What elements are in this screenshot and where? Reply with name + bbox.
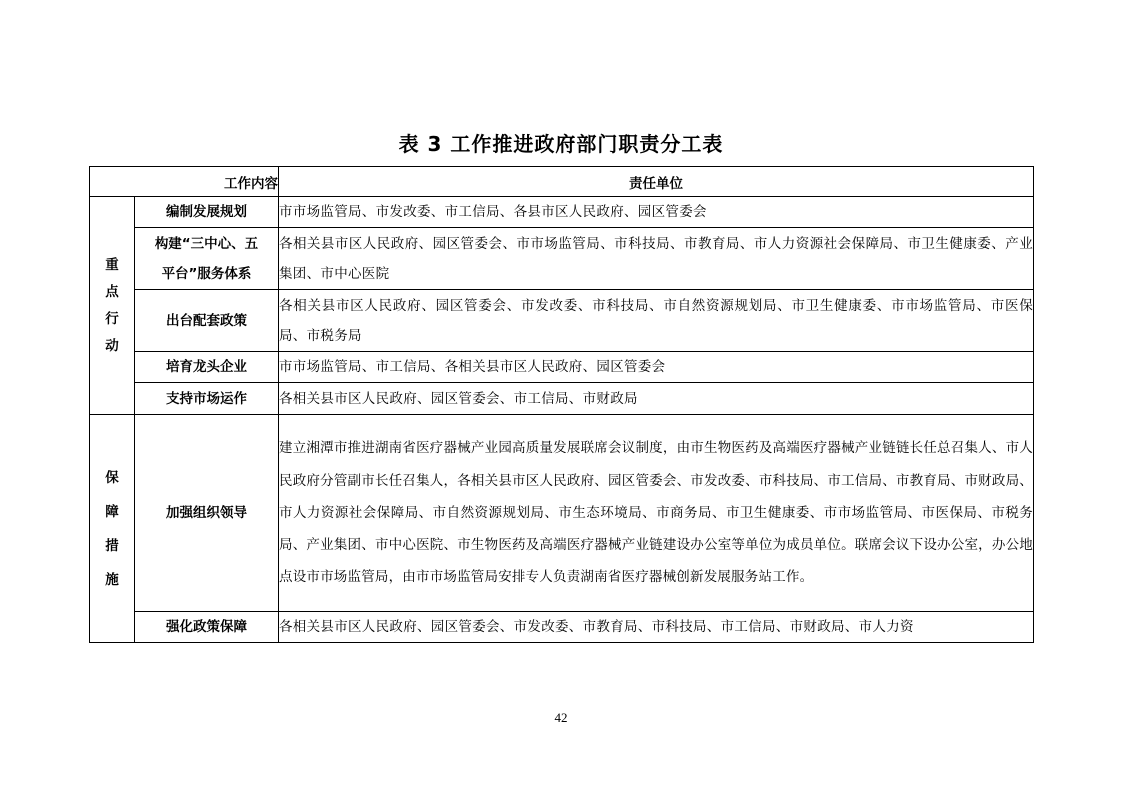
responsible-units: 各相关县市区人民政府、园区管委会、市市场监管局、市科技局、市教育局、市人力资源社会保障局、市卫生健康委、产业集团、市中心医院 [279, 228, 1034, 290]
responsible-units: 市市场监管局、市发改委、市工信局、各县市区人民政府、园区管委会 [279, 197, 1034, 228]
work-item [135, 612, 279, 643]
group-char: 措 [105, 537, 119, 554]
group-char: 重 [105, 256, 119, 273]
group-char: 动 [105, 337, 119, 354]
responsible-units: 各相关县市区人民政府、园区管委会、市发改委、市教育局、市科技局、市工信局、市财政局、市人力资 [279, 612, 1034, 643]
work-item-line: 培育龙头企业 [166, 359, 247, 375]
group-char: 保 [105, 469, 119, 486]
work-item [135, 415, 279, 612]
table-row [90, 228, 1034, 290]
work-item-line: 编制发展规划 [166, 204, 247, 220]
responsible-units: 建立湘潭市推进湖南省医疗器械产业园高质量发展联席会议制度，由市生物医药及高端医疗器械产业链链长任总召集人、市人民政府分管副市长任召集人，各相关县市区人民政府、园区管委会、市发改委、市科技局、市工信局、市教育局、市财政局、市人力资源社会保障局、市自然资源规划局、市生态环境局、市商务局、市卫生健康委、市市场监管局、市医保局、市税务局、产业集团、市中心医院、市生物医药及高端医疗器械产业链建设办公室等单位为成员单位。联席会议下设办公室，办公地点设市市场监管局，由市市场监管局安排专人负责湖南省医疗器械创新发展服务站工作。 [279, 415, 1034, 612]
work-item-line: 平台”服务体系 [161, 265, 252, 282]
responsible-units: 各相关县市区人民政府、园区管委会、市发改委、市科技局、市自然资源规划局、市卫生健康委、市市场监管局、市医保局、市税务局 [279, 290, 1034, 352]
work-item-line: 构建“三中心、五 [154, 235, 259, 252]
work-item-line: 强化政策保障 [166, 619, 247, 635]
responsible-units: 市市场监管局、市工信局、各相关县市区人民政府、园区管委会 [279, 352, 1034, 383]
page-title: 表 3 工作推进政府部门职责分工表 [398, 132, 724, 156]
table-row [90, 415, 1034, 612]
group-char: 施 [105, 571, 119, 588]
work-item [135, 228, 279, 290]
group-char: 行 [105, 310, 119, 327]
header-work-content: 工作内容 [90, 167, 279, 197]
table-row [90, 612, 1034, 643]
duty-table [89, 166, 1034, 643]
page-number: 42 [554, 710, 568, 725]
table-row [90, 197, 1034, 228]
table-header-row [90, 167, 1034, 197]
header-responsible-units: 责任单位 [279, 167, 1034, 197]
work-item-line: 出台配套政策 [166, 312, 247, 329]
table-row [90, 352, 1034, 383]
responsible-units: 各相关县市区人民政府、园区管委会、市工信局、市财政局 [279, 383, 1034, 415]
work-item [135, 197, 279, 228]
work-item-line: 支持市场运作 [166, 390, 247, 407]
group-safeguards [90, 415, 135, 643]
work-item [135, 383, 279, 415]
group-char: 障 [105, 503, 119, 520]
work-item-line: 加强组织领导 [166, 505, 247, 521]
table-row [90, 383, 1034, 415]
work-item [135, 290, 279, 352]
group-key-actions [90, 197, 135, 415]
group-char: 点 [105, 283, 119, 300]
work-item [135, 352, 279, 383]
table-row [90, 290, 1034, 352]
